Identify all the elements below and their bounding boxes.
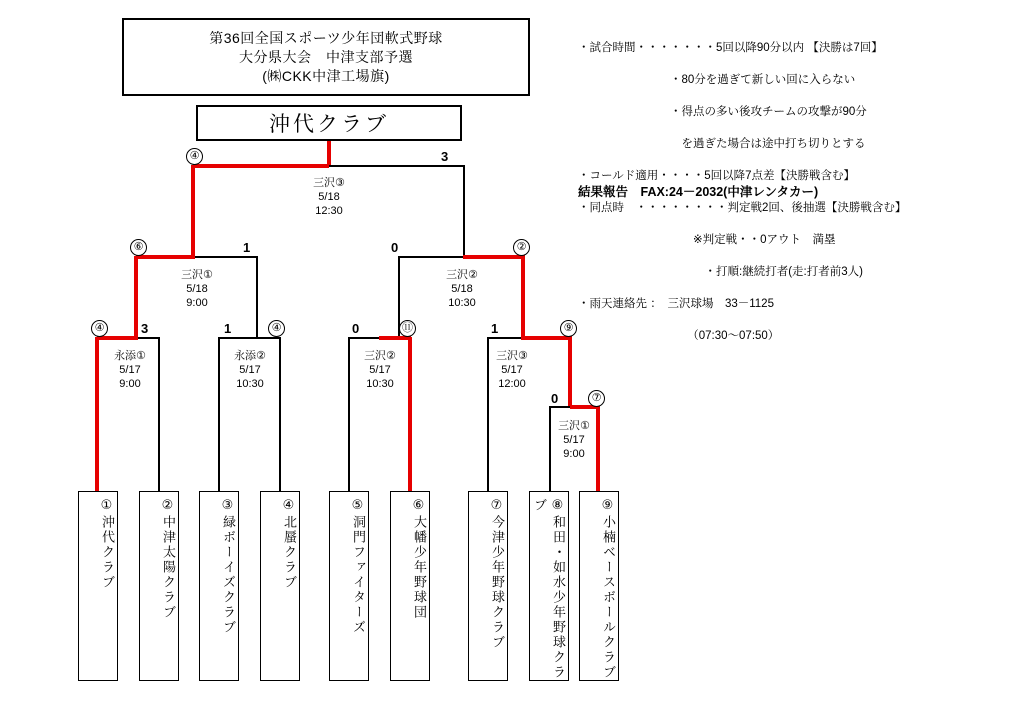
- r1-left-score: 0: [551, 391, 559, 406]
- final-game-info: [271, 176, 387, 218]
- r1-game-info: [528, 419, 620, 461]
- qf1-date: 5/17: [119, 364, 141, 376]
- qf3-game-info: [334, 349, 426, 391]
- qf3-time: 10:30: [366, 378, 394, 390]
- team-name: 洞門ファイターズ: [351, 515, 366, 635]
- rules-line-8: ・打順:継続打者(走:打者前3人): [578, 266, 863, 278]
- semi-left-seed: ⑥: [130, 239, 147, 256]
- qf1-bar-winner: [97, 336, 138, 340]
- qf4-left-score: 1: [491, 321, 499, 336]
- team-name: 緑ボーイズクラブ: [221, 515, 236, 635]
- team-box: [139, 491, 179, 681]
- team-box: [329, 491, 369, 681]
- qf3-date: 5/17: [369, 364, 391, 376]
- team-box: [468, 491, 508, 681]
- qf4-game-info: [466, 349, 558, 391]
- semi-right-seed: ②: [513, 239, 530, 256]
- team-box: [260, 491, 300, 681]
- semi-left-venue: 三沢①: [181, 269, 213, 281]
- page-title: 第36回全国スポーツ少年団軟式野球: [209, 29, 443, 46]
- qf2-right-seed: ④: [268, 320, 285, 337]
- qf2-game-info: [204, 349, 296, 391]
- qf4-venue: 三沢③: [496, 350, 528, 362]
- team-box: [579, 491, 619, 681]
- team-seed: ⑧: [551, 498, 566, 515]
- final-left-seed: ④: [186, 148, 203, 165]
- team-name: 今津少年野球クラブ: [490, 515, 505, 650]
- qf3-left-score: 0: [352, 321, 360, 336]
- rules-line-2: ・80分を過ぎて新しい回に入らない: [578, 74, 856, 86]
- qf2-bar: [218, 337, 281, 339]
- page-sponsor: (㈱CKK中津工場旗): [262, 67, 390, 84]
- semi-right-leg-b-winner: [521, 256, 525, 338]
- r1-right-seed: ⑦: [588, 390, 605, 407]
- qf4-time: 12:00: [498, 378, 526, 390]
- semi-right-time: 10:30: [448, 297, 476, 309]
- semi-left-game-info: [152, 268, 242, 310]
- team-box: [529, 491, 569, 681]
- qf2-time: 10:30: [236, 378, 264, 390]
- final-left-leg-winner: [191, 165, 195, 257]
- qf1-game-info: [84, 349, 176, 391]
- final-bar-winner: [193, 164, 329, 168]
- qf1-left-seed: ④: [91, 320, 108, 337]
- semi-left-bar-winner: [136, 255, 195, 259]
- team-name: 和田・如水少年野球クラブ: [532, 498, 566, 680]
- team-seed: ⑥: [412, 498, 427, 515]
- rules-line-4: を過ぎた場合は途中打ち切りとする: [578, 138, 866, 150]
- team-seed: ②: [161, 498, 176, 515]
- tournament-title-box: [122, 18, 530, 96]
- rules-line-5: ・コールド適用・・・・5回以降7点差【決勝戦含む】: [578, 170, 856, 182]
- team-name: 沖代クラブ: [100, 515, 115, 590]
- team-box: [390, 491, 430, 681]
- qf3-right-seed: ⑪: [399, 320, 416, 337]
- champion-stem: [327, 141, 331, 166]
- final-right-leg: [463, 165, 465, 257]
- qf4-bar-winner: [521, 336, 572, 340]
- qf1-time: 9:00: [119, 378, 141, 390]
- r1-time: 9:00: [563, 448, 585, 460]
- team-seed: ⑦: [490, 498, 505, 515]
- semi-right-venue: 三沢②: [446, 269, 478, 281]
- qf3-venue: 三沢②: [364, 350, 396, 362]
- semi-right-left-score: 0: [391, 240, 399, 255]
- rules-line-9: ・雨天連絡先 ： 三沢球場 33－1125: [578, 298, 774, 310]
- team-box: [78, 491, 118, 681]
- rules-line-3: ・得点の多い後攻チームの攻撃が90分: [578, 106, 867, 118]
- champion-box: [196, 105, 462, 141]
- rules-line-10: （07:30～07:50）: [578, 330, 780, 342]
- team-seed: ⑤: [351, 498, 366, 515]
- page-subtitle: 大分県大会 中津支部予選: [239, 48, 413, 65]
- rules-line-7: ※判定戦・・0アウト 満塁: [578, 234, 836, 246]
- semi-left-right-score: 1: [243, 240, 251, 255]
- qf1-venue: 永添①: [114, 350, 146, 362]
- team-name: 大幡少年野球団: [412, 515, 427, 620]
- r1-date: 5/17: [563, 434, 585, 446]
- qf2-left-score: 1: [224, 321, 232, 336]
- rules-line-1: ・試合時間・・・・・・・5回以降90分以内 【決勝は7回】: [578, 42, 883, 54]
- r1-venue: 三沢①: [558, 420, 590, 432]
- team-box: [199, 491, 239, 681]
- qf2-date: 5/17: [239, 364, 261, 376]
- semi-left-date: 5/18: [186, 283, 208, 295]
- qf2-venue: 永添②: [234, 350, 266, 362]
- qf4-right-seed: ⑨: [560, 320, 577, 337]
- rules-line-6: ・同点時 ・・・・・・・・判定戦2回、後抽選【決勝戦含む】: [578, 202, 907, 214]
- team-name: 小楠ベースボールクラブ: [601, 515, 616, 680]
- qf4-leg-b-winner: [568, 337, 572, 407]
- fax-report-line: 結果報告 FAX:24－2032(中津レンタカー): [578, 185, 819, 199]
- semi-right-bar-winner: [463, 255, 525, 259]
- team-seed: ④: [282, 498, 297, 515]
- team-name: 中津太陽クラブ: [161, 515, 176, 620]
- team-seed: ③: [221, 498, 236, 515]
- team-seed: ①: [100, 498, 115, 515]
- final-time: 12:30: [315, 205, 343, 217]
- semi-right-game-info: [415, 268, 509, 310]
- semi-left-time: 9:00: [186, 297, 208, 309]
- semi-right-date: 5/18: [451, 283, 473, 295]
- semi-left-leg-a-winner: [134, 256, 138, 338]
- final-venue: 三沢③: [313, 177, 345, 189]
- team-seed: ⑨: [601, 498, 616, 515]
- final-right-score: 3: [441, 149, 449, 164]
- qf4-date: 5/17: [501, 364, 523, 376]
- semi-left-leg-b: [256, 256, 258, 338]
- champion-label: 沖代クラブ: [269, 113, 389, 136]
- final-date: 5/18: [318, 191, 340, 203]
- qf1-left-score: 3: [141, 321, 149, 336]
- team-name: 北蜃クラブ: [282, 515, 297, 590]
